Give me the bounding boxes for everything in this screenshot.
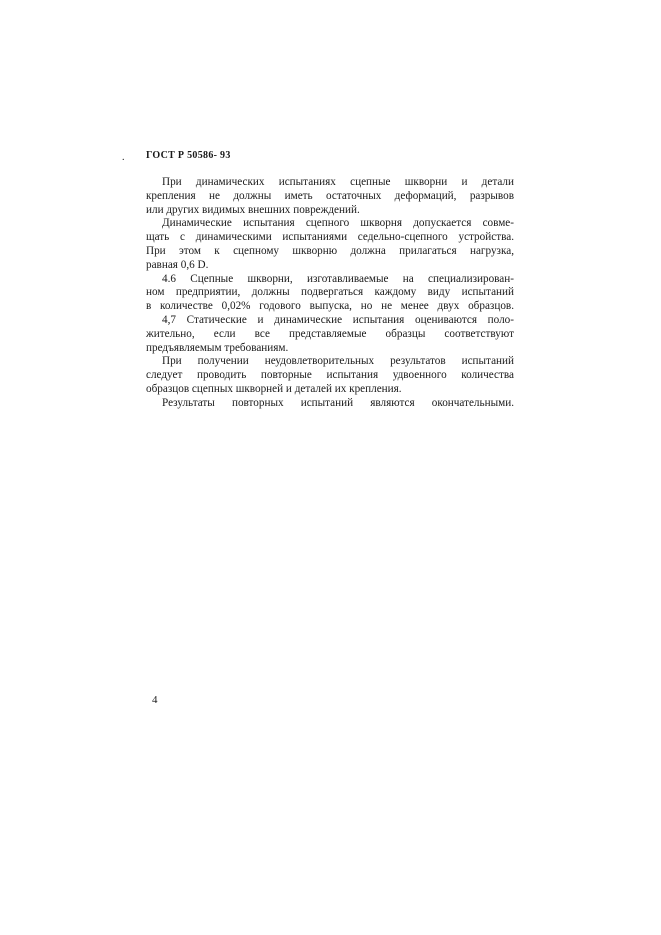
text-line: 4.6 Сцепные шкворни, изготавливаемые на специализирован-: [162, 272, 514, 285]
text-line: жительно, если все представляемые образцы соответствуют: [146, 327, 514, 340]
text-line: предъявляемым требованиям.: [146, 341, 289, 354]
document-header: ГОСТ Р 50586- 93: [146, 150, 231, 161]
text-line: равная 0,6 D.: [146, 258, 209, 271]
text-line: или других видимых внешних повреждений.: [146, 203, 360, 216]
page-number: 4: [152, 694, 158, 706]
text-line: Динамические испытания сцепного шкворня допускается совме-: [162, 217, 514, 230]
document-body: [146, 176, 514, 411]
text-line: При динамических испытаниях сцепные шкворни и детали: [162, 176, 514, 188]
text-line: При получении неудовлетворительных результатов испытаний: [162, 355, 514, 368]
text-line: ном предприятии, должны подвергаться каждому виду испытаний: [146, 286, 514, 299]
scan-dot: .: [122, 152, 125, 163]
text-line: Результаты повторных испытаний являются окончательными.: [162, 396, 514, 409]
text-line: крепления не должны иметь остаточных деформаций, разрывов: [146, 189, 514, 202]
text-line: в количестве 0,02% годового выпуска, но не менее двух образцов.: [146, 300, 514, 313]
text-line: При этом к сцепному шкворню должна прилагаться нагрузка,: [146, 244, 514, 257]
text-line: щать с динамическими испытаниями седельно-сцепного устройства.: [146, 231, 514, 244]
text-line: образцов сцепных шкворней и деталей их крепления.: [146, 382, 402, 395]
text-line: следует проводить повторные испытания удвоенного количества: [146, 369, 514, 382]
text-line: 4,7 Статические и динамические испытания оцениваются поло-: [162, 313, 514, 326]
